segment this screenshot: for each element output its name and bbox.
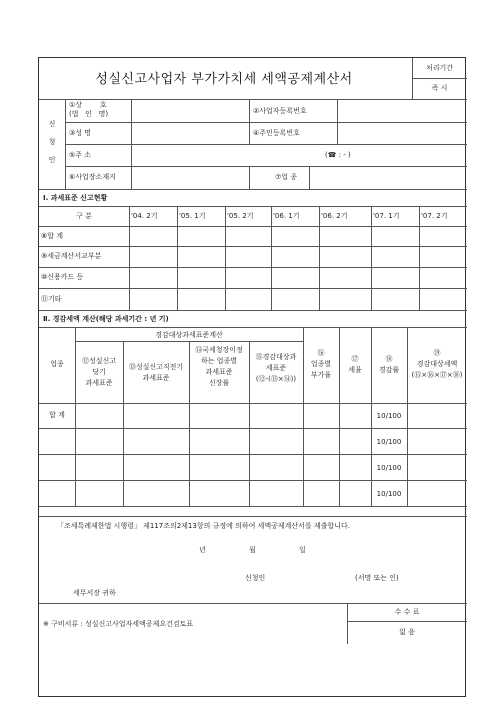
s2-rate-cell-3: 10/100 <box>376 464 402 472</box>
processing-period-value: 즉 시 <box>431 84 448 92</box>
resident-no-input[interactable] <box>338 123 466 143</box>
s1-row-other: ⑪기타 <box>41 295 62 303</box>
applicant-side-label-2: 청 <box>48 138 56 146</box>
section1-title: Ⅰ. 과세표준 신고현황 <box>43 194 108 202</box>
s1-header-period-6: '07. 1기 <box>373 212 400 220</box>
workplace-input[interactable] <box>132 167 248 188</box>
field-workplace: ⑥사업장소재지 <box>69 173 116 181</box>
signature-note: (서명 또는 인) <box>355 574 399 582</box>
biz-no-input[interactable] <box>338 100 466 121</box>
s2-rate-cell-4: 10/100 <box>376 490 402 498</box>
date-day: 일 <box>299 546 306 554</box>
field-biz-no: ②사업자등록번호 <box>253 107 307 115</box>
processing-period-label: 처리기간 <box>425 64 454 72</box>
field-name: ①상 호 (법 인 명) <box>69 101 109 118</box>
fee-label: 수 수 료 <box>394 608 420 616</box>
submission-statement: 「조세특례제한법 시행령」 제117조의2제13항의 규정에 의하여 세액공제계산서를 제출합니다. <box>57 522 350 530</box>
s1-header-category: 구 분 <box>76 212 92 220</box>
signature-label: 신청인 <box>245 574 266 582</box>
form-title: 성실신고사업자 부가가치세 세액공제계산서 <box>95 72 353 87</box>
field-resident-no: ④주민등록번호 <box>253 129 300 137</box>
s2-group-header: 경감대상과세표준계산 <box>155 331 223 339</box>
s2-col-reduction-tax: ⑲ 경감대상세액 (⑮×⑯×⑰×⑱) <box>411 349 463 379</box>
field-rep: ③성 명 <box>69 129 92 137</box>
business-input[interactable] <box>310 167 466 188</box>
s2-col-tax-rate: ⑰ 세율 <box>348 355 362 374</box>
s2-col-reduction-base: ⑮경감대상과 세표준 (⑫-(⑬×⑭)) <box>255 353 297 383</box>
phone-field[interactable]: (☎ : - ) <box>325 151 351 159</box>
s2-col-growth-rate: ⑭국세청장이정 하는 업종별 과세표준 신장률 <box>195 346 243 387</box>
s1-header-period-4: '06. 1기 <box>273 212 300 220</box>
rep-input[interactable] <box>132 123 248 143</box>
s1-header-period-5: '06. 2기 <box>321 212 348 220</box>
name-input[interactable] <box>132 100 248 121</box>
fee-value: 없 음 <box>399 628 415 636</box>
date-year: 년 <box>199 546 206 554</box>
tax-credit-form <box>38 57 466 697</box>
attachment-note: ※ 구비서류 : 성실신고사업자세액공제요건검토표 <box>43 620 194 628</box>
addressee: 세무서장 귀하 <box>73 589 116 597</box>
s2-col-current-base: ⑫성실신고 당기 과세표준 <box>81 357 117 387</box>
s2-col-value-added-rate: ⑯ 업종별 부가율 <box>310 349 332 379</box>
applicant-side-label-3: 인 <box>48 156 56 164</box>
field-business: ⑦업 종 <box>275 173 298 181</box>
s2-rate-cell-1: 10/100 <box>376 412 402 420</box>
s1-header-period-7: '07. 2기 <box>421 212 448 220</box>
field-address: ⑤주 소 <box>69 151 92 159</box>
s1-header-period-2: '05. 1기 <box>179 212 206 220</box>
s1-header-period-3: '05. 2기 <box>227 212 254 220</box>
s2-col-prior-base: ⑬성실신고직전기 과세표준 <box>128 363 184 382</box>
s2-row-total: 합 계 <box>49 411 65 419</box>
date-month: 월 <box>249 546 256 554</box>
s2-col-reduction-rate: ⑱ 경감률 <box>378 355 400 374</box>
s2-col-industry: 업종 <box>50 360 64 368</box>
address-input[interactable] <box>132 145 332 165</box>
s1-header-period-1: '04. 2기 <box>131 212 158 220</box>
s1-row-invoice: ⑨세금계산서교부분 <box>41 252 102 260</box>
s1-row-card: ⑩신용카드 등 <box>41 273 84 281</box>
s1-row-total: ⑧합 계 <box>41 232 64 240</box>
s2-rate-cell-2: 10/100 <box>376 438 402 446</box>
applicant-side-label-1: 신 <box>48 120 56 128</box>
section2-title: Ⅱ. 경감세액 계산(해당 과세기간 : 년 기) <box>43 315 169 323</box>
